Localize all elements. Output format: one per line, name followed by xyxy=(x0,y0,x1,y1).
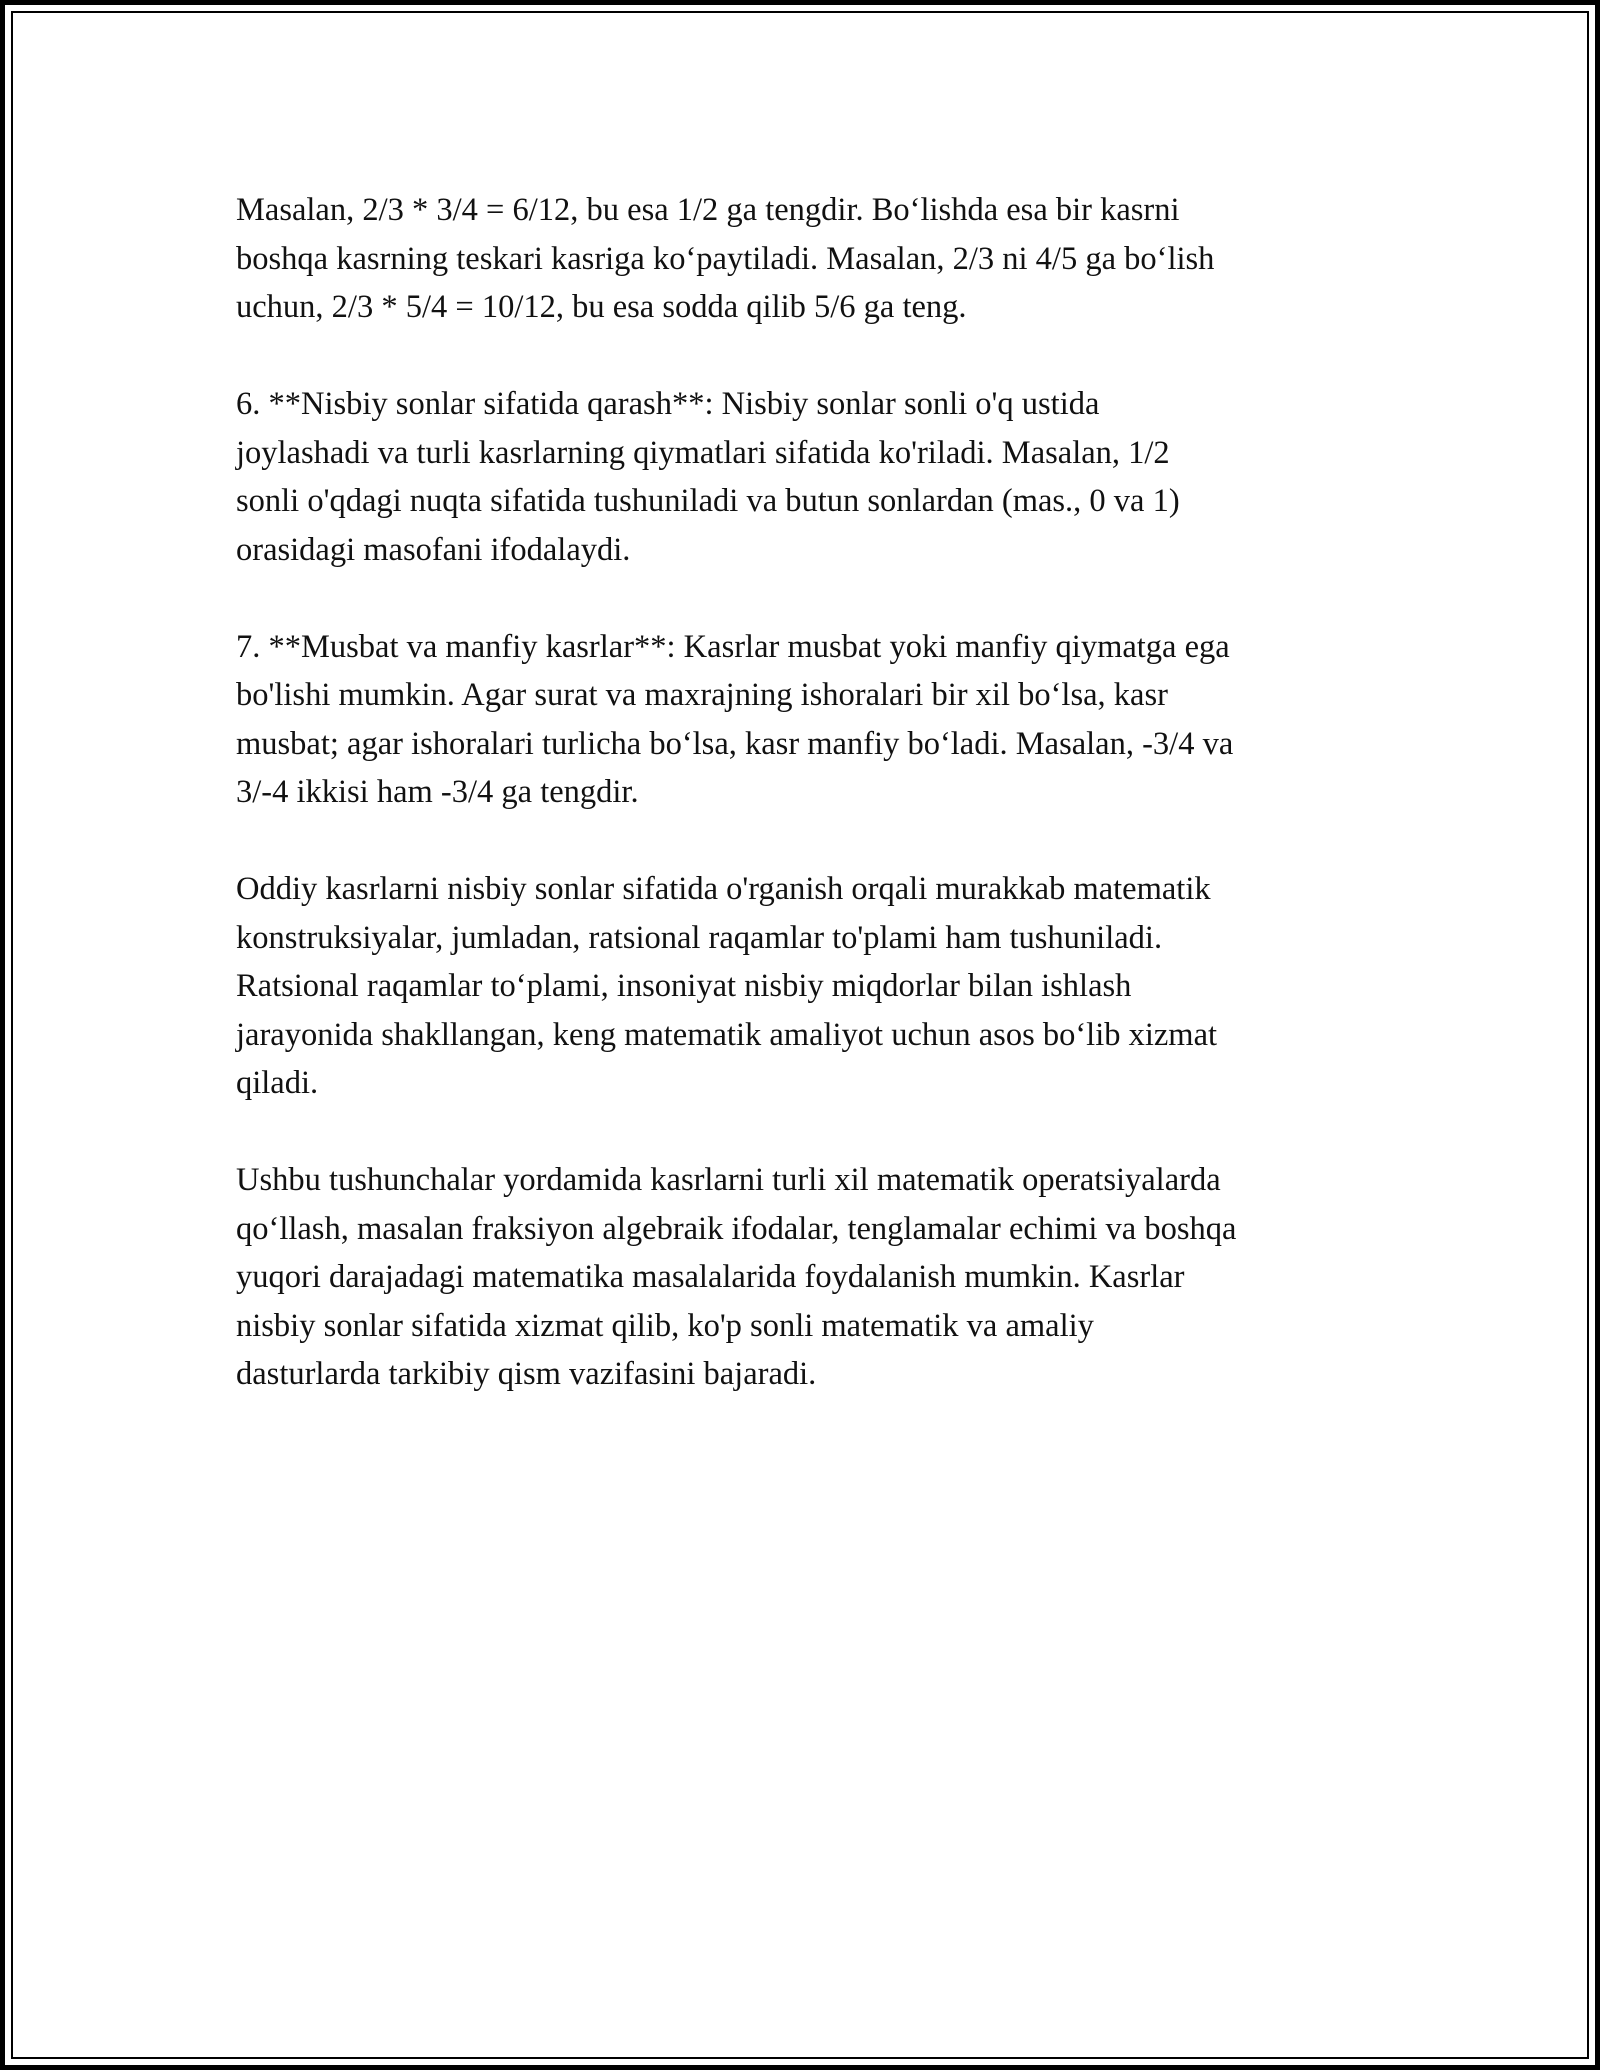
paragraph-applications: Ushbu tushunchalar yordamida kasrlarni turli xil matematik operatsiyalarda qo‘llash, masalan fraksiyon algebraik ifodalar, tenglamalar echimi va boshqa yuqori darajadagi matematika masalalarida foydalanish mumkin. Kasrlar nisbiy sonlar sifatida xizmat qilib, ko'p sonli matematik va amaliy dasturlarda tarkibiy qism vazifasini bajaradi. xyxy=(236,1162,1237,1392)
paragraph-positive-negative-fractions: 7. **Musbat va manfiy kasrlar**: Kasrlar musbat yoki manfiy qiymatga ega bo'lishi mumkin. Agar surat va maxrajning ishoralari bir xil bo‘lsa, kasr musbat; agar ishoralari turlicha bo‘lsa, kasr manfiy bo‘ladi. Masalan, -3/4 va 3/-4 ikkisi ham -3/4 ga tengdir. xyxy=(236,628,1234,810)
document-body xyxy=(236,186,1376,1447)
paragraph-relative-numbers: 6. **Nisbiy sonlar sifatida qarash**: Nisbiy sonlar sonli o'q ustida joylashadi va turli kasrlarning qiymatlari sifatida ko'riladi. Masalan, 1/2 sonli o'qdagi nuqta sifatida tushuniladi va butun sonlardan (mas., 0 va 1) orasidagi masofani ifodalaydi. xyxy=(236,386,1180,568)
paragraph-fraction-operations: Masalan, 2/3 * 3/4 = 6/12, bu esa 1/2 ga tengdir. Bo‘lishda esa bir kasrni boshqa kasrning teskari kasriga ko‘paytiladi. Masalan, 2/3 ni 4/5 ga bo‘lish uchun, 2/3 * 5/4 = 10/12, bu esa sodda qilib 5/6 ga teng. xyxy=(236,192,1215,325)
paragraph-rational-numbers: Oddiy kasrlarni nisbiy sonlar sifatida o'rganish orqali murakkab matematik konstruksiyalar, jumladan, ratsional raqamlar to'plami ham tushuniladi. Ratsional raqamlar to‘plami, insoniyat nisbiy miqdorlar bilan ishlash jarayonida shakllangan, keng matematik amaliyot uchun asos bo‘lib xizmat qiladi. xyxy=(236,871,1218,1101)
